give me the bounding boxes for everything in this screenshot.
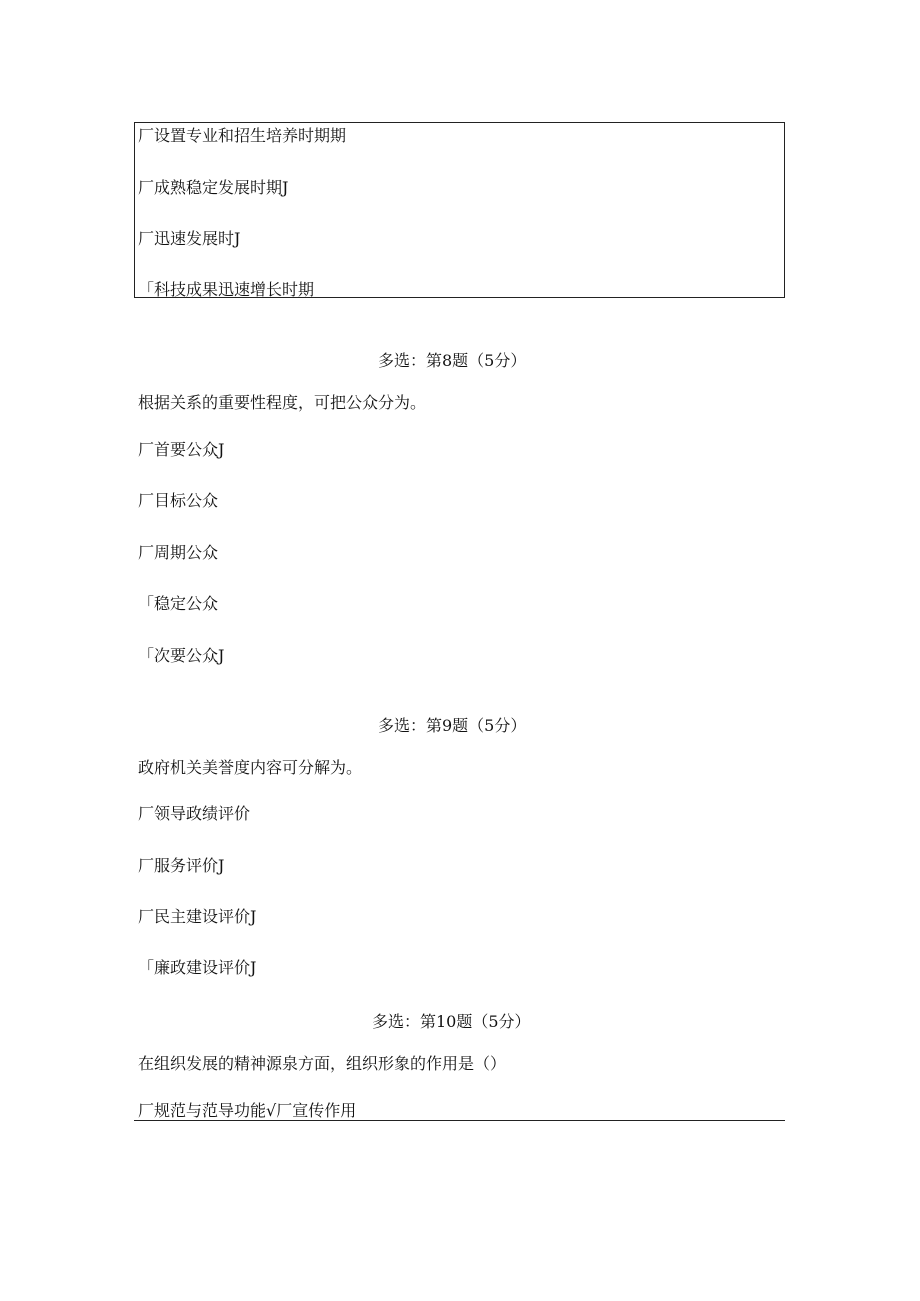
- q8-option-5[interactable]: 「次要公众J: [138, 646, 225, 665]
- q9-option-4[interactable]: 「廉政建设评价J: [138, 958, 257, 977]
- q7-options-box: [134, 122, 785, 298]
- q7-option-3[interactable]: 厂迅速发展时J: [138, 229, 241, 248]
- q8-question: 根据关系的重要性程度，可把公众分为。: [138, 393, 427, 412]
- q8-option-2[interactable]: 厂目标公众: [138, 491, 219, 510]
- q9-option-3[interactable]: 厂民主建设评价J: [138, 907, 257, 926]
- q8-option-1[interactable]: 厂首要公众J: [138, 440, 225, 459]
- q8-heading: 多选：第8题（5分）: [378, 351, 527, 370]
- q9-heading: 多选：第9题（5分）: [378, 716, 527, 735]
- q7-option-2[interactable]: 厂成熟稳定发展时期J: [138, 178, 289, 197]
- q8-option-4[interactable]: 「稳定公众: [138, 594, 219, 613]
- q8-option-3[interactable]: 厂周期公众: [138, 543, 219, 562]
- q10-heading: 多选：第10题（5分）: [372, 1012, 531, 1031]
- q10-option-1[interactable]: 厂规范与范导功能√厂宣传作用: [138, 1101, 357, 1120]
- q9-option-2[interactable]: 厂服务评价J: [138, 856, 225, 875]
- q7-option-4[interactable]: 「科技成果迅速增长时期: [138, 280, 315, 299]
- q9-question: 政府机关美誉度内容可分解为。: [138, 758, 363, 777]
- q10-question: 在组织发展的精神源泉方面，组织形象的作用是（）: [138, 1054, 507, 1073]
- q9-option-1[interactable]: 厂领导政绩评价: [138, 804, 251, 823]
- q10-bottom-rule: [134, 1120, 785, 1121]
- q7-option-1[interactable]: 厂设置专业和招生培养时期期: [138, 126, 347, 145]
